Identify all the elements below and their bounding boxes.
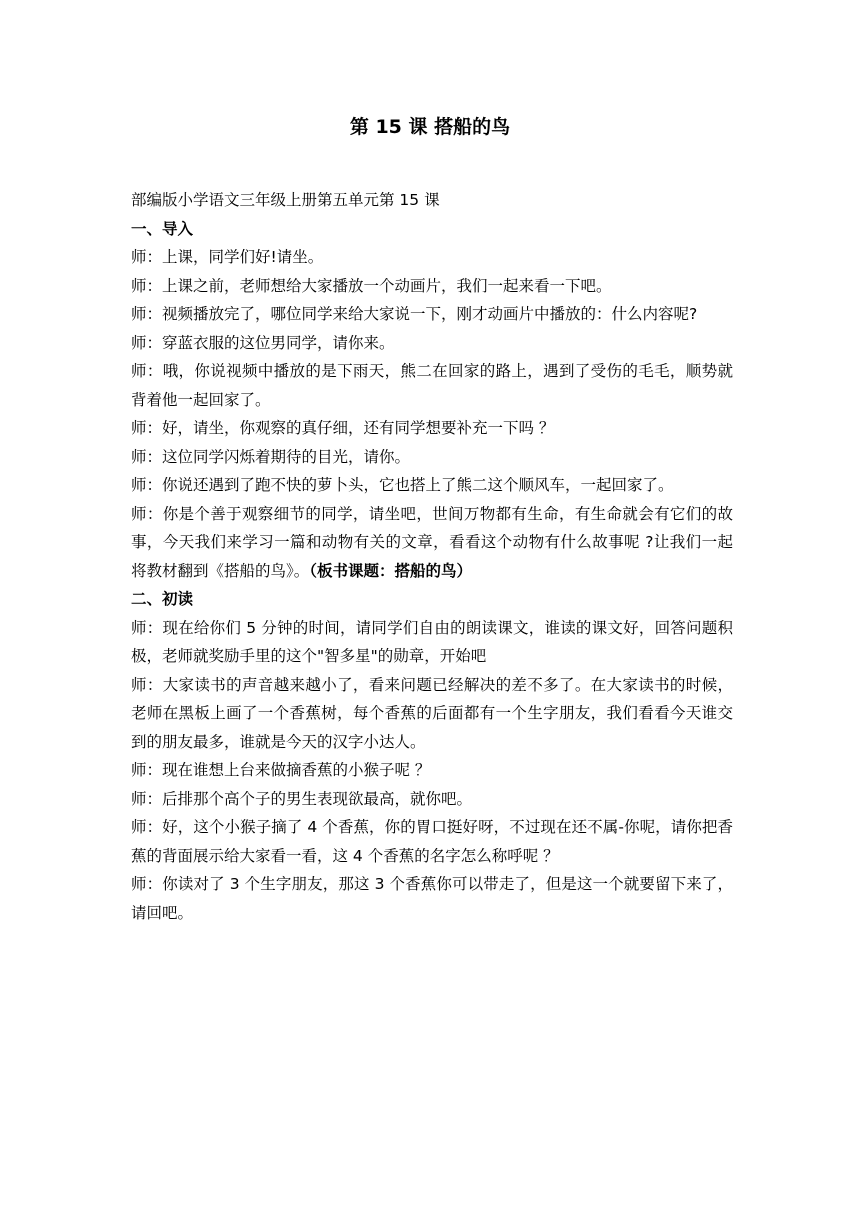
paragraph: 师：好，这个小猴子摘了 4 个香蕉，你的胃口挺好呀，不过现在还不属-你呢，请你把香蕉的背面展示给大家看一看，这 4 个香蕉的名字怎么称呼呢 ？ xyxy=(131,818,733,865)
paragraph-text: 师：你是个善于观察细节的同学，请坐吧，世间万物都有生命，有生命就会有它们的故事，今天我们来学习一篇和动物有关的文章，看看这个动物有什么故事呢 ?让我们一起将教材翻到《搭船的鸟》。 xyxy=(131,504,733,580)
paragraph: 师：你说还遇到了跑不快的萝卜头，它也搭上了熊二这个顺风车，一起回家了。 xyxy=(131,476,674,494)
paragraph: 师：上课之前，老师想给大家播放一个动画片，我们一起来看一下吧。 xyxy=(131,276,612,295)
paragraph: 师：上课，同学们好!请坐。 xyxy=(131,248,324,266)
document-subtitle: 部编版小学语文三年级上册第五单元第 15 课 xyxy=(131,191,440,209)
paragraph-with-board-note xyxy=(131,500,733,586)
paragraph: 师：现在给你们 5 分钟的时间，请同学们自由的朗读课文，谁读的课文好，回答问题积极，老师就奖励手里的这个"智多星"的勋章，开始吧 xyxy=(131,618,733,665)
page-title: 第 15 课 搭船的鸟 xyxy=(349,116,511,138)
paragraph: 师：哦，你说视频中播放的是下雨天，熊二在回家的路上，遇到了受伤的毛毛，顺势就背着他一起回家了。 xyxy=(131,362,733,409)
paragraph: 师：视频播放完了，哪位同学来给大家说一下，刚才动画片中播放的：什么内容呢? xyxy=(131,305,698,323)
section-heading-first-reading: 二、初读 xyxy=(131,590,194,608)
paragraph: 师：大家读书的声音越来越小了，看来问题已经解决的差不多了。在大家读书的时候，老师在黑板上画了一个香蕉树，每个香蕉的后面都有一个生字朋友，我们看看今天谁交到的朋友最多，谁就是今天的汉字小达人。 xyxy=(131,675,733,751)
paragraph: 师：你读对了 3 个生字朋友，那这 3 个香蕉你可以带走了，但是这一个就要留下来了，请回吧。 xyxy=(131,875,733,922)
document-body xyxy=(131,186,733,927)
paragraph: 师：穿蓝衣服的这位男同学，请你来。 xyxy=(131,333,395,352)
paragraph: 师：这位同学闪烁着期待的目光，请你。 xyxy=(131,447,411,466)
paragraph: 师：好，请坐，你观察的真仔细，还有同学想要补充一下吗 ？ xyxy=(131,419,555,437)
paragraph: 师：现在谁想上台来做摘香蕉的小猴子呢 ？ xyxy=(131,761,431,779)
board-note: （板书课题：搭船的鸟） xyxy=(309,561,473,580)
paragraph: 师：后排那个高个子的男生表现欲最高，就你吧。 xyxy=(131,789,473,808)
section-heading-intro: 一、导入 xyxy=(131,219,194,238)
